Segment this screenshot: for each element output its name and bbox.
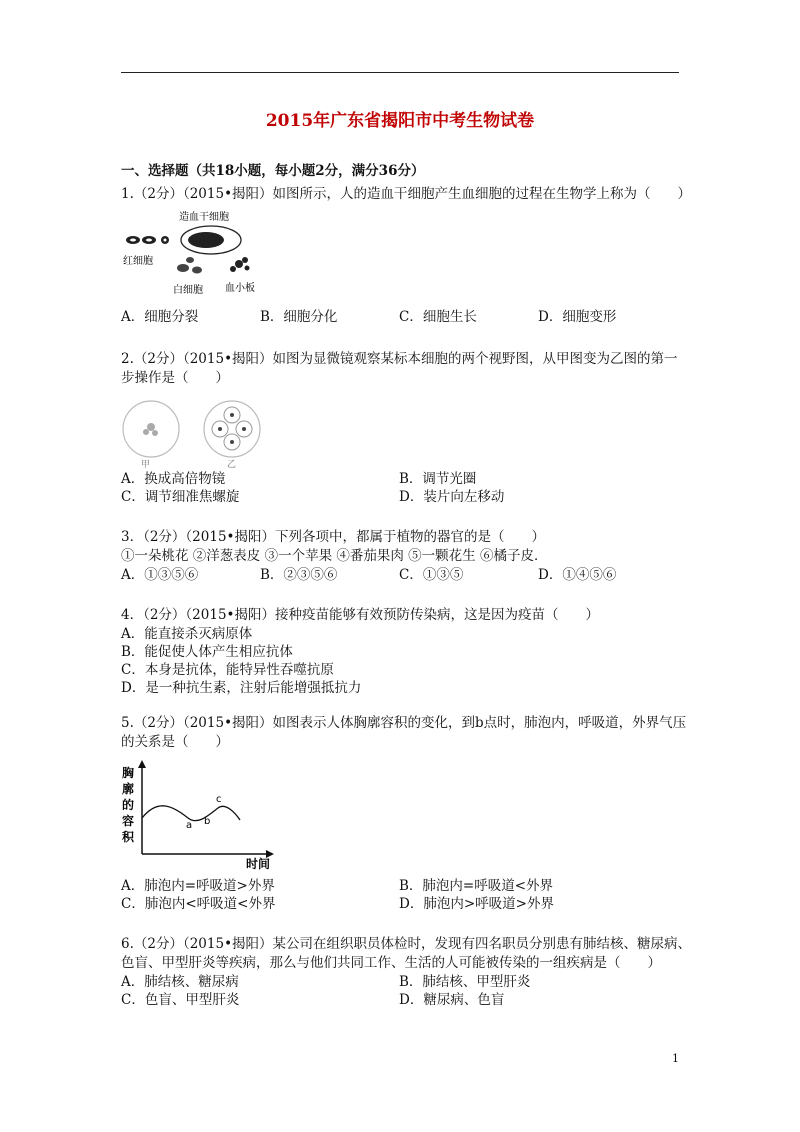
q2-option-b: B．调节光圈 <box>399 471 477 487</box>
wbc-shapes <box>177 257 202 274</box>
q2-stem-line2: 步操作是（ ） <box>121 370 229 386</box>
page-number: 1 <box>672 1052 679 1065</box>
page-title: 2015年广东省揭阳市中考生物试卷 <box>265 111 535 131</box>
q2-figure <box>121 393 271 469</box>
q5-option-d: D．肺泡内>呼吸道>外界 <box>399 896 554 912</box>
q2-stem-line1: 2.（2分）（2015•揭阳）如图为显微镜观察某标本细胞的两个视野图，从甲图变为乙图的第一 <box>121 351 678 367</box>
label-jia: 甲 <box>141 460 151 469</box>
point-b: b <box>204 816 211 827</box>
q3-option-a: A．①③⑤⑥ <box>121 567 199 583</box>
q1-option-c: C．细胞生长 <box>399 309 477 325</box>
q6-option-a: A．肺结核、糖尿病 <box>121 974 239 990</box>
section-heading: 一、选择题（共18小题，每小题2分，满分36分） <box>121 163 425 179</box>
q3-option-b: B．②③⑤⑥ <box>260 567 338 583</box>
q6-option-b: B．肺结核、甲型肝炎 <box>399 974 531 990</box>
q6-option-d: D．糖尿病、色盲 <box>399 992 505 1008</box>
q3-stem: 3．（2分）（2015•揭阳）下列各项中，都属于植物的器官的是（ ） <box>121 529 545 545</box>
q4-option-d: D．是一种抗生素，注射后能增强抵抗力 <box>121 680 362 696</box>
y-label-1: 胸 <box>122 766 135 780</box>
q1-option-a: A．细胞分裂 <box>121 309 199 325</box>
wbc-label: 白细胞 <box>173 285 203 296</box>
q1-option-b: B．细胞分化 <box>260 309 338 325</box>
label-yi: 乙 <box>227 460 237 469</box>
x-axis-label: 时间 <box>246 857 271 870</box>
q5-stem-line2: 的关系是（ ） <box>121 734 229 750</box>
y-label-2: 廓 <box>122 782 135 796</box>
y-label-4: 容 <box>122 814 135 828</box>
rbc-shapes <box>126 236 169 244</box>
q5-figure <box>118 758 278 870</box>
stem-cell-nucleus <box>188 232 224 248</box>
q4-stem: 4．（2分）（2015•揭阳）接种疫苗能够有效预防传染病，这是因为疫苗（ ） <box>121 607 599 623</box>
y-label-5: 积 <box>122 830 135 844</box>
q3-items: ①一朵桃花 ②洋葱表皮 ③一个苹果 ④番茄果肉 ⑤一颗花生 ⑥橘子皮． <box>121 548 548 564</box>
q2-option-a: A．换成高倍物镜 <box>121 471 226 487</box>
y-label-3: 的 <box>122 798 135 812</box>
q3-option-d: D．①④⑤⑥ <box>538 567 617 583</box>
q1-option-d: D．细胞变形 <box>538 309 617 325</box>
stem-cell-label: 造血干细胞 <box>179 212 229 223</box>
q1-figure <box>121 206 271 298</box>
rbc-label: 红细胞 <box>123 256 153 267</box>
volume-curve <box>142 806 240 821</box>
q4-option-c: C．本身是抗体，能特异性吞噬抗原 <box>121 662 334 678</box>
q2-option-d: D．装片向左移动 <box>399 489 505 505</box>
y-arrow <box>138 760 146 768</box>
q5-stem-line1: 5.（2分）（2015•揭阳）如图表示人体胸廓容积的变化，到b点时，肺泡内，呼吸道，外界气压 <box>121 715 687 731</box>
header-rule <box>121 72 679 73</box>
q6-stem-line2: 色盲、甲型肝炎等疾病，那么与他们共同工作、生活的人可能被传染的一组疾病是（ ） <box>121 955 661 971</box>
platelet-shapes <box>230 257 250 272</box>
platelet-label: 血小板 <box>225 283 255 294</box>
q6-option-c: C．色盲、甲型肝炎 <box>121 992 240 1008</box>
q5-option-a: A．肺泡内=呼吸道>外界 <box>121 878 275 894</box>
q6-stem-line1: 6.（2分）（2015•揭阳）某公司在组织职员体检时，发现有四名职员分别患有肺结核、糖尿病、 <box>121 936 692 952</box>
q5-option-b: B．肺泡内=呼吸道<外界 <box>399 878 554 894</box>
q5-option-c: C．肺泡内<呼吸道<外界 <box>121 896 276 912</box>
q4-option-b: B．能促使人体产生相应抗体 <box>121 644 293 660</box>
point-a: a <box>186 820 193 831</box>
q1-stem: 1.（2分）（2015•揭阳）如图所示，人的造血干细胞产生血细胞的过程在生物学上称为（ ） <box>121 186 692 202</box>
point-c: c <box>216 794 222 805</box>
q4-option-a: A．能直接杀灭病原体 <box>121 626 253 642</box>
q3-option-c: C．①③⑤ <box>399 567 464 583</box>
q2-option-c: C．调节细准焦螺旋 <box>121 489 240 505</box>
